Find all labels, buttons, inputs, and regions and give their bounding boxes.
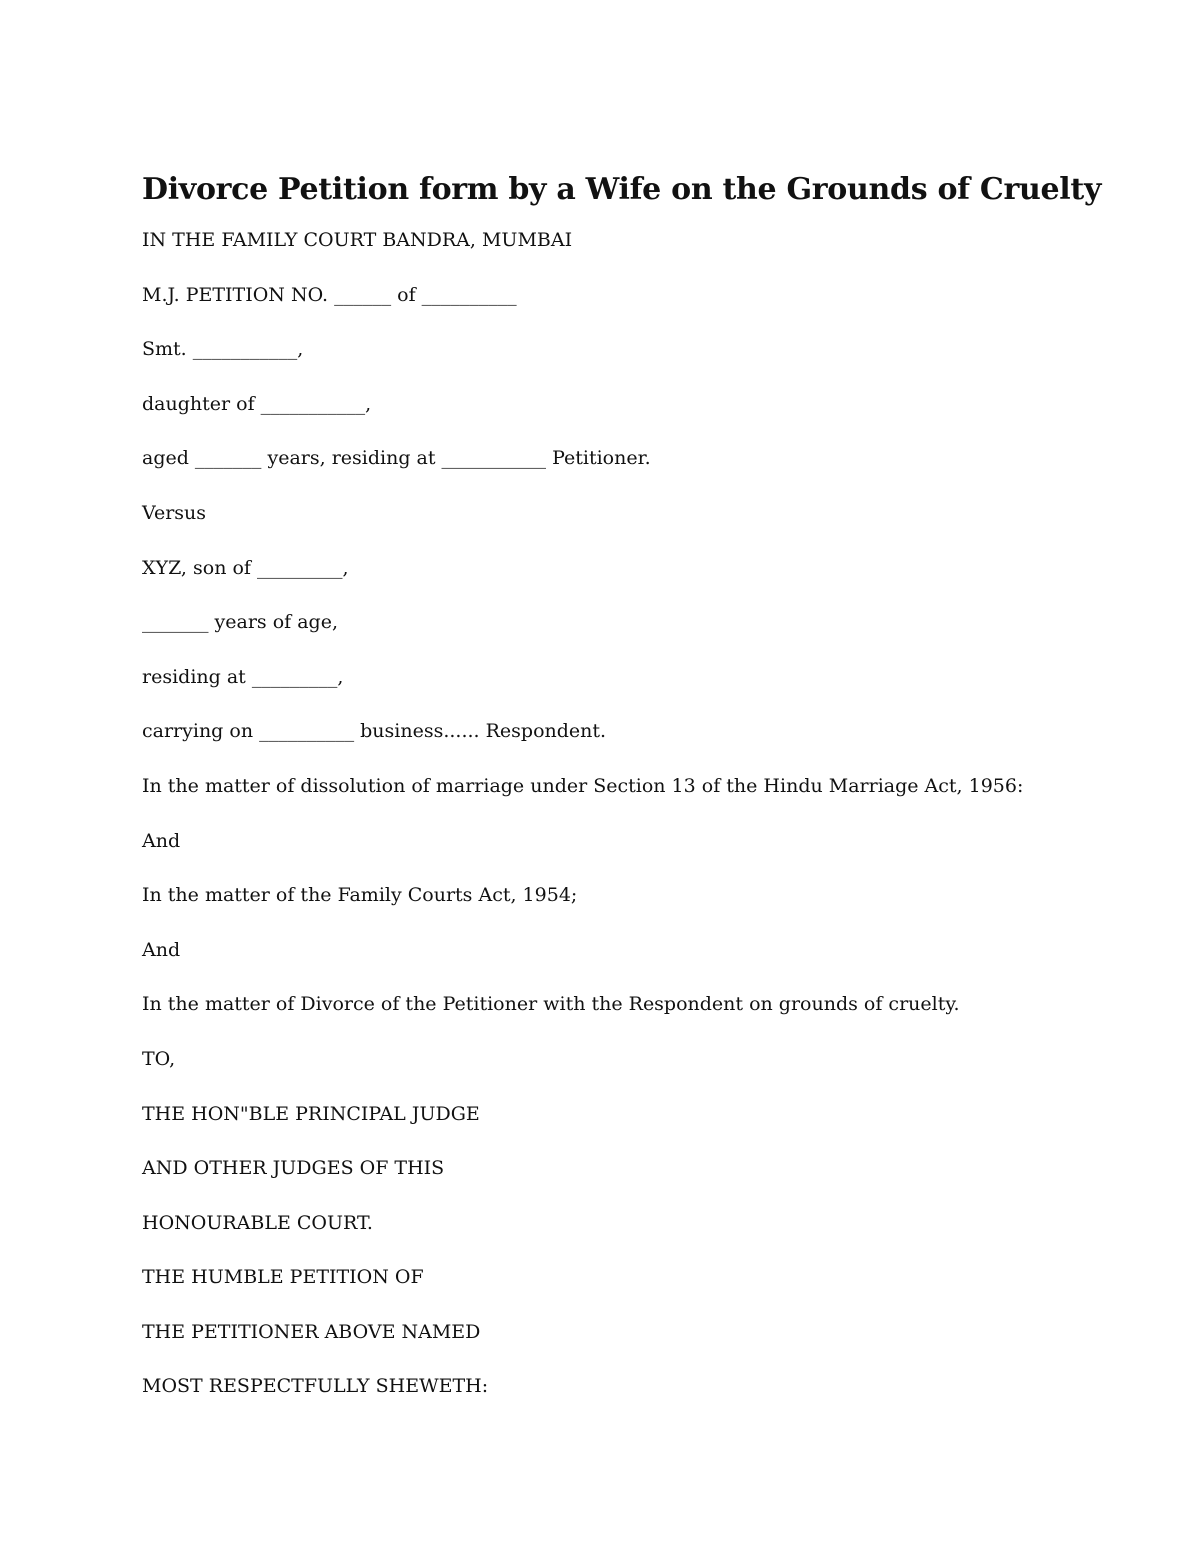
- petitioner-age-residence-line: aged _______ years, residing at ___________ Petitioner.: [142, 447, 651, 470]
- and-line-1: And: [142, 829, 181, 852]
- addressee-principal-judge-line: THE HON"BLE PRINCIPAL JUDGE: [142, 1102, 480, 1125]
- respondent-name-line: XYZ, son of _________,: [142, 556, 349, 579]
- addressee-court-line: HONOURABLE COURT.: [142, 1211, 373, 1234]
- petitioner-named-line: THE PETITIONER ABOVE NAMED: [142, 1320, 481, 1343]
- respondent-age-line: _______ years of age,: [142, 611, 339, 634]
- and-line-2: And: [142, 938, 181, 961]
- document-body: [142, 170, 1102, 1427]
- petitioner-name-line: Smt. ___________,: [142, 338, 304, 361]
- matter-divorce-cruelty-line: In the matter of Divorce of the Petitioner with the Respondent on grounds of cruelty.: [142, 993, 960, 1016]
- matter-family-courts-line: In the matter of the Family Courts Act, 1954;: [142, 884, 578, 907]
- document-lines: [142, 226, 1102, 1400]
- versus-line: Versus: [142, 501, 207, 524]
- addressee-to-line: TO,: [142, 1047, 176, 1070]
- document-title: Divorce Petition form by a Wife on the Grounds of Cruelty: [142, 172, 1102, 207]
- petition-number-line: M.J. PETITION NO. ______ of __________: [142, 283, 517, 306]
- sheweth-line: MOST RESPECTFULLY SHEWETH:: [142, 1375, 489, 1398]
- respondent-residence-line: residing at _________,: [142, 665, 344, 688]
- petitioner-parent-line: daughter of ___________,: [142, 392, 372, 415]
- matter-dissolution-line: In the matter of dissolution of marriage under Section 13 of the Hindu Marriage Act, 1956:: [142, 774, 1024, 797]
- respondent-business-line: carrying on __________ business...... Respondent.: [142, 720, 607, 743]
- addressee-other-judges-line: AND OTHER JUDGES OF THIS: [142, 1157, 445, 1180]
- humble-petition-line: THE HUMBLE PETITION OF: [142, 1266, 424, 1289]
- court-name-line: IN THE FAMILY COURT BANDRA, MUMBAI: [142, 229, 573, 251]
